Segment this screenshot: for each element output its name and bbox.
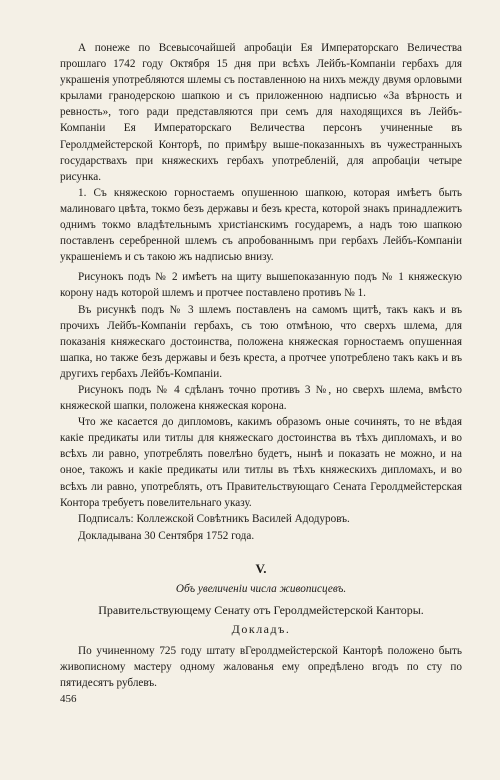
signature-line: Подписалъ: Коллежской Совѣтникъ Василей Адодуровъ. [78, 512, 350, 525]
section-heading: Докладъ. [231, 621, 291, 636]
report-date: Докладывана 30 Сентября 1752 года. [78, 529, 255, 542]
paragraph-intro: А понеже по Всевысочайшей апробацiи Ея Императорскаго Величества прошлаго 1742 году Октября 15 дня при всѣхъ Лейбъ-Компанiи гербахъ для украшенiя употребляются шлемы съ поставленною на нихъ между двумя орловыми крылами гранодерскою шапкою и съ приложенною надписью «За вѣрность и ревность», того ради представляются при семъ для находящихся въ Лейбъ-Компанiи Ея Императорскаго Величества персонъ учиненные въ Геролдмейстерской Конторѣ, по примѣру выше-показанныхъ въ чужестранныхъ государствахъ при княжескихъ гербахъ употребленiй, для апробацiи четыре рисунка. [60, 42, 462, 183]
page-number: 456 [60, 693, 77, 705]
paragraph-drawing-2: Рисунокъ подъ № 2 имѣетъ на щиту вышепоказанную подъ № 1 княжескую корону надъ которой шлемъ и протчее поставлено противъ № 1. [60, 271, 462, 300]
section-title: Объ увеличенiи числа живописцевъ. [175, 582, 347, 595]
paragraph-drawing-4: Рисунокъ подъ № 4 сдѣланъ точно противъ 3 №, но сверхъ шлема, вмѣсто княжеской шапки, положена княжеская корона. [60, 383, 462, 413]
section-number: V. [255, 560, 267, 576]
paragraph-drawing-1: 1. Съ княжескою горностаемъ опушенною шапкою, которая имѣетъ быть малиноваго цвѣта, токмо безъ державы и безъ креста, которой знакъ принадлежитъ однимъ токмо владѣтельнымъ христiанскимъ государемъ, а надъ тою шапкою поставленъ серебренной шлемъ съ апробованнымъ при гербахъ Лейбъ-Компанiи украшенiемъ и съ такою жъ надписью внизу. [60, 186, 462, 264]
section-text: По учиненному 725 году штату вГеролдмейстерской Канторѣ положено быть живописному мастеру одному жалованья ему опредѣлено вгодъ по сту по пятидесятъ рублевъ. [60, 644, 462, 689]
paragraph-diplomas: Что же касается до дипломовъ, какимъ образомъ оные сочинять, то не вѣдая какiе предикаты или титлы для княжескаго достоинства въ тѣхъ дипломахъ, и во всѣхъ ли равно, употреблять повелѣно будетъ, нынѣ и показать не можно, и на оное, такожъ и какiе предикаты или титлы въ тѣхъ княжескихъ дипломахъ, и во всѣхъ ли равно, употреблять, отъ Правительствующаго Сената Геролдмейстерская Контора требуетъ повелительнаго указу. [60, 416, 462, 509]
paragraph-drawing-3: Въ рисункѣ подъ № 3 шлемъ поставленъ на самомъ щитѣ, такъ какъ и въ прочихъ Лейбъ-Компанiи гербахъ, съ тою отмѣною, что сверхъ шлема, для показанiя княжескаго достоинства, положена княжеская горностаемъ опушенная шапка, но также безъ державы и безъ креста, а протчее употреблено такъ какъ и въ другихъ гербахъ Лейбъ-Компанiи. [60, 303, 462, 380]
section-address: Правительствующему Сенату отъ Геролдмейстерской Канторы. [98, 602, 424, 617]
